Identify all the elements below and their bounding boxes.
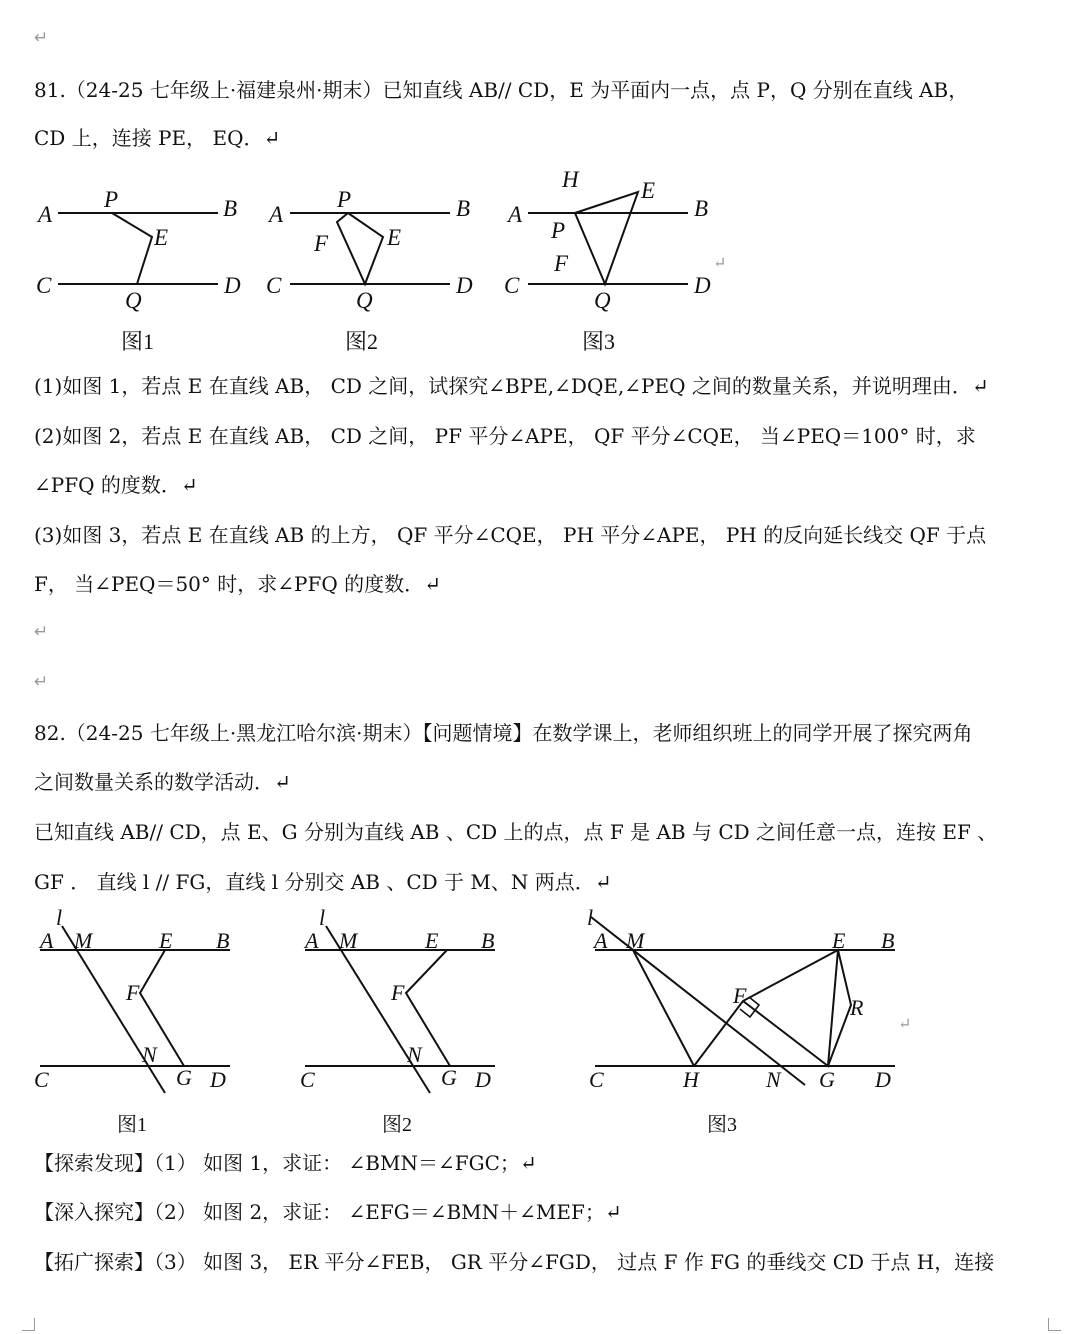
fig82-3-label-C: C bbox=[589, 1067, 604, 1092]
paragraph-mark: ↵ bbox=[713, 255, 727, 272]
q81-stem-line2: CD 上，连接 PE， EQ．↵ bbox=[34, 126, 281, 150]
fig81-1-label-E: E bbox=[154, 225, 169, 250]
page-corner-mark bbox=[22, 1318, 35, 1331]
fig82-3-label-A: A bbox=[594, 928, 608, 953]
fig81-3-label-A: A bbox=[508, 202, 523, 227]
fig82-3-label-D: D bbox=[875, 1067, 891, 1092]
fig81-2-label-F: F bbox=[314, 231, 329, 256]
fig82-3-caption: 图3 bbox=[707, 1114, 737, 1136]
q81-part2-line1: (2)如图 2，若点 E 在直线 AB， CD 之间， PF 平分∠APE， QF 平分∠CQE， 当∠PEQ＝100° 时，求 bbox=[34, 424, 976, 448]
q81-part3-line1: (3)如图 3，若点 E 在直线 AB 的上方， QF 平分∠CQE， PH 平分∠APE， PH 的反向延长线交 QF 于点 bbox=[34, 523, 987, 547]
fig82-3-label-N: N bbox=[766, 1067, 781, 1092]
fig81-3-label-H: H bbox=[562, 167, 579, 192]
fig81-3-label-C: C bbox=[504, 273, 520, 298]
fig81-1-label-D: D bbox=[224, 273, 241, 298]
q82-part3: 【拓广探索】（3） 如图 3， ER 平分∠FEB， GR 平分∠FGD， 过点 F 作 FG 的垂线交 CD 于点 H，连接 bbox=[34, 1250, 995, 1274]
fig82-1-caption: 图1 bbox=[117, 1114, 147, 1136]
q82-figures bbox=[30, 905, 930, 1140]
fig82-1-label-C: C bbox=[34, 1067, 49, 1092]
fig82-2-label-D: D bbox=[475, 1067, 491, 1092]
fig81-3-label-P: P bbox=[551, 218, 566, 243]
q82-stem-line3: 已知直线 AB// CD，点 E、G 分别为直线 AB 、CD 上的点，点 F 是 AB 与 CD 之间任意一点，连按 EF 、 bbox=[34, 820, 998, 844]
q82-stem-line4: GF ． 直线 l // FG，直线 l 分别交 AB 、CD 于 M、N 两点．↵ bbox=[34, 870, 612, 894]
fig82-2-label-F: F bbox=[391, 980, 405, 1005]
fig81-2-label-E: E bbox=[387, 225, 402, 250]
fig82-1-label-D: D bbox=[210, 1067, 226, 1092]
fig82-1-label-E: E bbox=[159, 928, 173, 953]
fig82-2-label-A: A bbox=[305, 928, 319, 953]
fig81-2-label-Q: Q bbox=[356, 288, 373, 313]
fig81-2-label-D: D bbox=[456, 273, 473, 298]
fig82-2-label-M: M bbox=[339, 928, 358, 953]
fig82-3-label-F: F bbox=[733, 983, 747, 1008]
fig81-2-label-B: B bbox=[456, 196, 471, 221]
paragraph-mark: ↵ bbox=[34, 28, 49, 48]
fig81-1-label-Q: Q bbox=[125, 288, 142, 313]
fig82-1-label-N: N bbox=[142, 1042, 157, 1067]
fig82-2-label-B: B bbox=[481, 928, 495, 953]
fig81-3-label-F: F bbox=[554, 251, 569, 276]
fig82-3-label-E: E bbox=[832, 928, 846, 953]
fig81-3-label-E: E bbox=[641, 178, 656, 203]
fig82-3-label-R: R bbox=[850, 995, 864, 1020]
q81-part1: (1)如图 1，若点 E 在直线 AB， CD 之间，试探究∠BPE,∠DQE,∠PEQ 之间的数量关系，并说明理由．↵ bbox=[34, 374, 989, 398]
fig82-3-label-G: G bbox=[819, 1067, 835, 1092]
q82-part1: 【探索发现】（1） 如图 1，求证： ∠BMN＝∠FGC；↵ bbox=[34, 1151, 537, 1175]
fig81-2-label-P: P bbox=[337, 187, 352, 212]
q81-part3-line2: F， 当∠PEQ＝50° 时，求∠PFQ 的度数．↵ bbox=[34, 572, 441, 596]
fig82-2-label-C: C bbox=[300, 1067, 315, 1092]
fig81-3-label-B: B bbox=[694, 196, 709, 221]
q82-stem-line2: 之间数量关系的数学活动．↵ bbox=[34, 770, 291, 794]
fig82-2-label-N: N bbox=[407, 1042, 422, 1067]
fig82-3-label-l: l bbox=[587, 905, 594, 930]
fig82-2-label-G: G bbox=[441, 1065, 457, 1090]
q81-stem-line1: 81.（24-25 七年级上·福建泉州·期末）已知直线 AB// CD，E 为平面内一点，点 P，Q 分别在直线 AB， bbox=[34, 78, 969, 102]
fig81-1-label-C: C bbox=[36, 273, 52, 298]
fig81-2-label-A: A bbox=[269, 202, 284, 227]
fig81-3-label-Q: Q bbox=[594, 288, 611, 313]
paragraph-mark: ↵ bbox=[34, 622, 49, 642]
fig81-2-caption: 图2 bbox=[345, 329, 379, 354]
fig82-1-label-F: F bbox=[126, 980, 140, 1005]
fig81-1-label-A: A bbox=[38, 202, 53, 227]
fig82-2-label-E: E bbox=[425, 928, 439, 953]
fig82-3-label-H: H bbox=[683, 1067, 699, 1092]
fig81-1-label-B: B bbox=[223, 196, 238, 221]
fig82-1-label-G: G bbox=[176, 1065, 192, 1090]
fig82-1-label-B: B bbox=[216, 928, 230, 953]
fig82-3-label-B: B bbox=[881, 928, 895, 953]
page-corner-mark bbox=[1048, 1318, 1061, 1331]
fig82-3-label-M: M bbox=[626, 928, 645, 953]
fig81-1-label-P: P bbox=[104, 187, 119, 212]
fig82-1-label-l: l bbox=[56, 905, 63, 930]
q81-part2-line2: ∠PFQ 的度数．↵ bbox=[34, 473, 198, 497]
fig81-1-caption: 图1 bbox=[121, 329, 155, 354]
fig82-2-caption: 图2 bbox=[382, 1114, 412, 1136]
fig81-3-label-D: D bbox=[694, 273, 711, 298]
fig82-1-label-A: A bbox=[40, 928, 54, 953]
q81-figures bbox=[30, 165, 750, 360]
fig81-3-caption: 图3 bbox=[582, 329, 616, 354]
q82-part2: 【深入探究】（2） 如图 2，求证： ∠EFG＝∠BMN＋∠MEF；↵ bbox=[34, 1200, 622, 1224]
paragraph-mark: ↵ bbox=[34, 672, 49, 692]
fig82-2-label-l: l bbox=[319, 905, 326, 930]
fig81-2-label-C: C bbox=[266, 273, 282, 298]
q82-stem-line1: 82.（24-25 七年级上·黑龙江哈尔滨·期末）【问题情境】在数学课上，老师组织班上的同学开展了探究两角 bbox=[34, 721, 973, 745]
paragraph-mark: ↵ bbox=[898, 1016, 912, 1033]
fig82-1-label-M: M bbox=[74, 928, 93, 953]
